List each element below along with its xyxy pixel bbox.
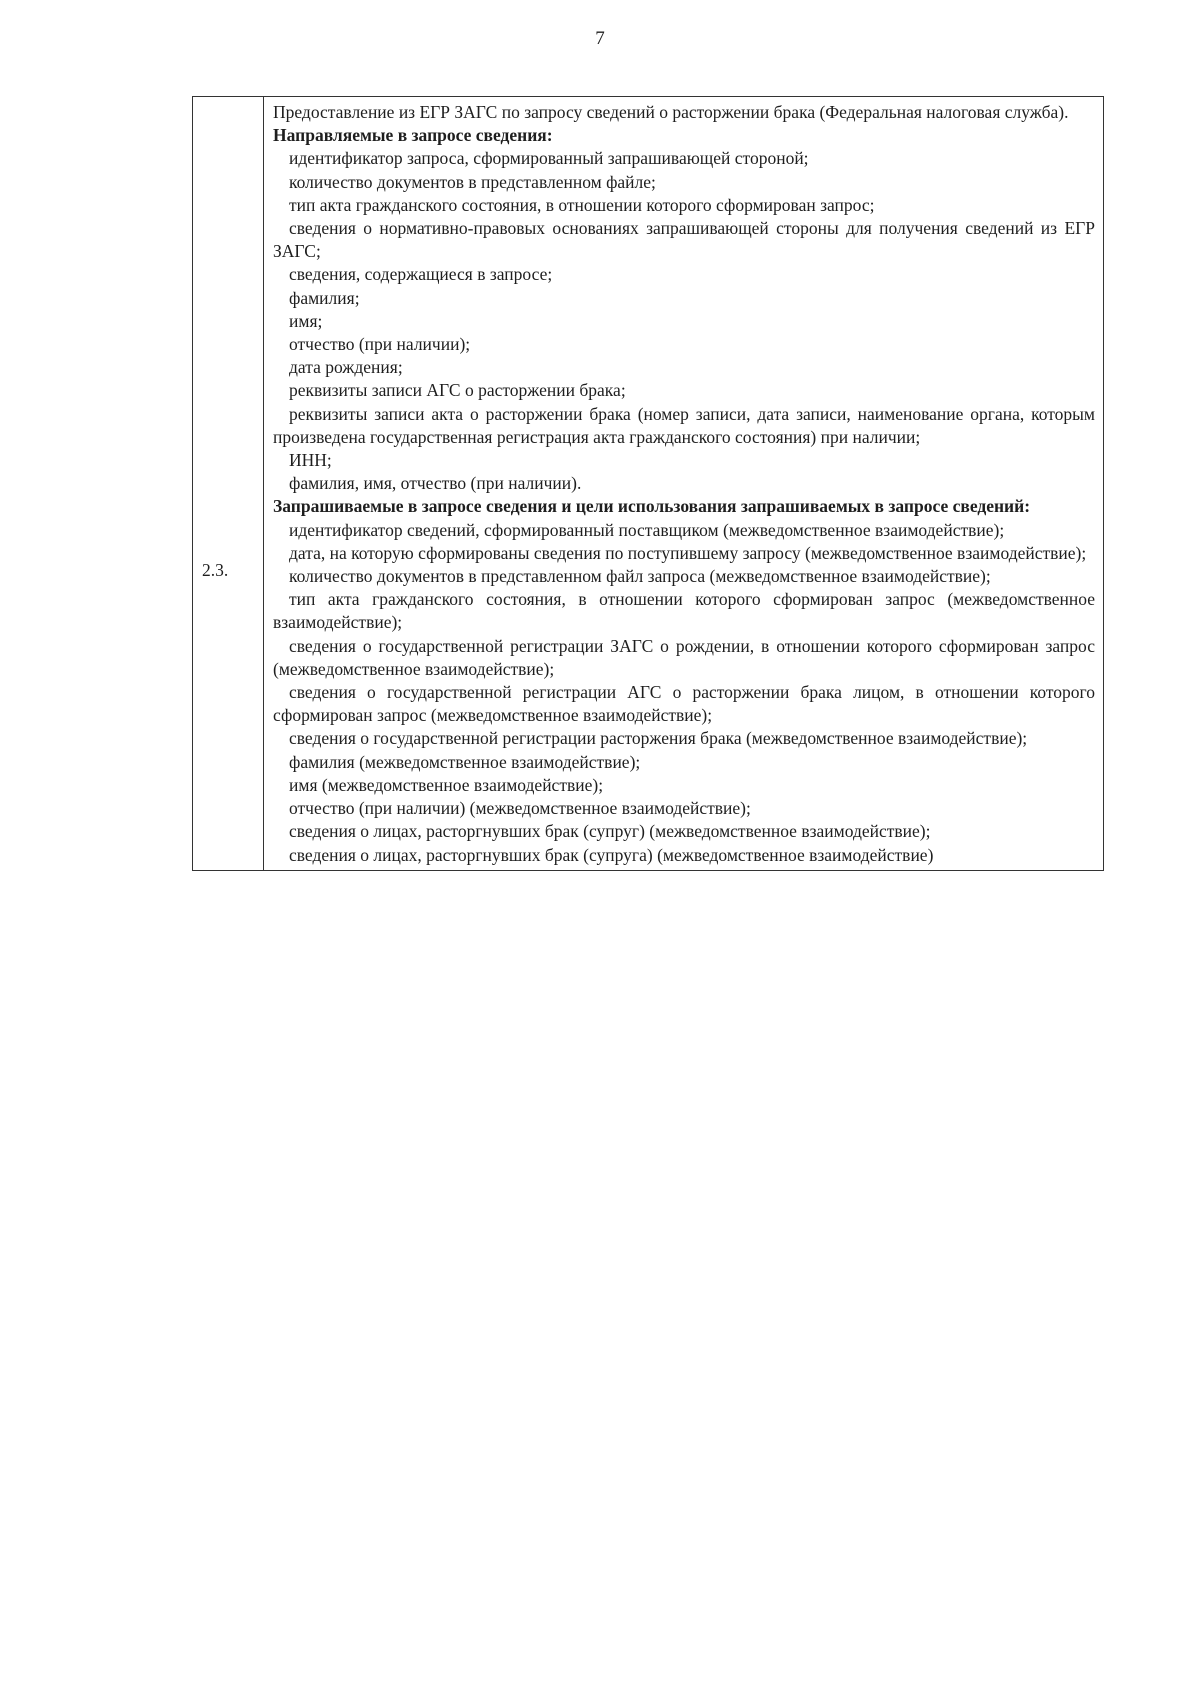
sent-item: фамилия, имя, отчество (при наличии). bbox=[289, 473, 582, 494]
sent-item: реквизиты записи акта о расторжении брака (номер записи, дата записи, наименование органа, которым произведена государственная регистрация акта гражданского состояния) при наличии; bbox=[273, 403, 1095, 447]
requested-item: тип акта гражданского состояния, в отношении которого сформирован запрос (межведомственное взаимодействие); bbox=[273, 589, 1095, 633]
sent-item: реквизиты записи АГС о расторжении брака; bbox=[289, 380, 626, 401]
page-number: 7 bbox=[595, 28, 605, 49]
requested-item: дата, на которую сформированы сведения по поступившему запросу (межведомственное взаимодействие); bbox=[289, 542, 1087, 563]
requested-item: количество документов в представленном файл запроса (межведомственное взаимодействие); bbox=[289, 566, 991, 587]
row-number: 2.3. bbox=[202, 560, 229, 580]
intro-text: Предоставление из ЕГР ЗАГС по запросу сведений о расторжении брака (Федеральная налоговая служба). bbox=[273, 102, 1069, 122]
sent-item: сведения о нормативно-правовых основаниях запрашивающей стороны для получения сведений из ЕГР ЗАГС; bbox=[273, 218, 1095, 262]
sent-item: тип акта гражданского состояния, в отношении которого сформирован запрос; bbox=[289, 194, 875, 215]
requested-item: отчество (при наличии) (межведомственное взаимодействие); bbox=[289, 798, 751, 819]
row-content-cell bbox=[264, 97, 1104, 871]
requested-item: сведения о лицах, расторгнувших брак (супруга) (межведомственное взаимодействие) bbox=[289, 844, 934, 865]
requested-item: сведения о государственной регистрации расторжения брака (межведомственное взаимодействие); bbox=[289, 728, 1028, 749]
requested-item: сведения о лицах, расторгнувших брак (супруг) (межведомственное взаимодействие); bbox=[289, 821, 931, 842]
sent-item: количество документов в представленном файле; bbox=[289, 171, 656, 192]
table-row bbox=[193, 97, 1104, 871]
requested-item: идентификатор сведений, сформированный поставщиком (межведомственное взаимодействие); bbox=[289, 519, 1005, 540]
data-table bbox=[192, 96, 1104, 871]
row-number-cell bbox=[193, 97, 264, 871]
sent-item: идентификатор запроса, сформированный запрашивающей стороной; bbox=[289, 148, 809, 169]
requested-item: сведения о государственной регистрации ЗАГС о рождении, в отношении которого сформирован запрос (межведомственное взаимодействие); bbox=[273, 635, 1095, 679]
sent-heading: Направляемые в запросе сведения: bbox=[273, 125, 553, 146]
sent-item: сведения, содержащиеся в запросе; bbox=[289, 264, 553, 285]
requested-heading: Запрашиваемые в запросе сведения и цели использования запрашиваемых в запросе сведений: bbox=[273, 496, 1031, 517]
requested-item: сведения о государственной регистрации АГС о расторжении брака лицом, в отношении которого сформирован запрос (межведомственное взаимодействие); bbox=[273, 682, 1095, 726]
sent-item: имя; bbox=[289, 310, 323, 331]
sent-item: дата рождения; bbox=[289, 357, 403, 378]
sent-item: ИНН; bbox=[289, 450, 332, 471]
requested-item: имя (межведомственное взаимодействие); bbox=[289, 774, 604, 795]
sent-item: фамилия; bbox=[289, 287, 360, 308]
sent-item: отчество (при наличии); bbox=[289, 334, 471, 355]
requested-item: фамилия (межведомственное взаимодействие); bbox=[289, 751, 641, 772]
